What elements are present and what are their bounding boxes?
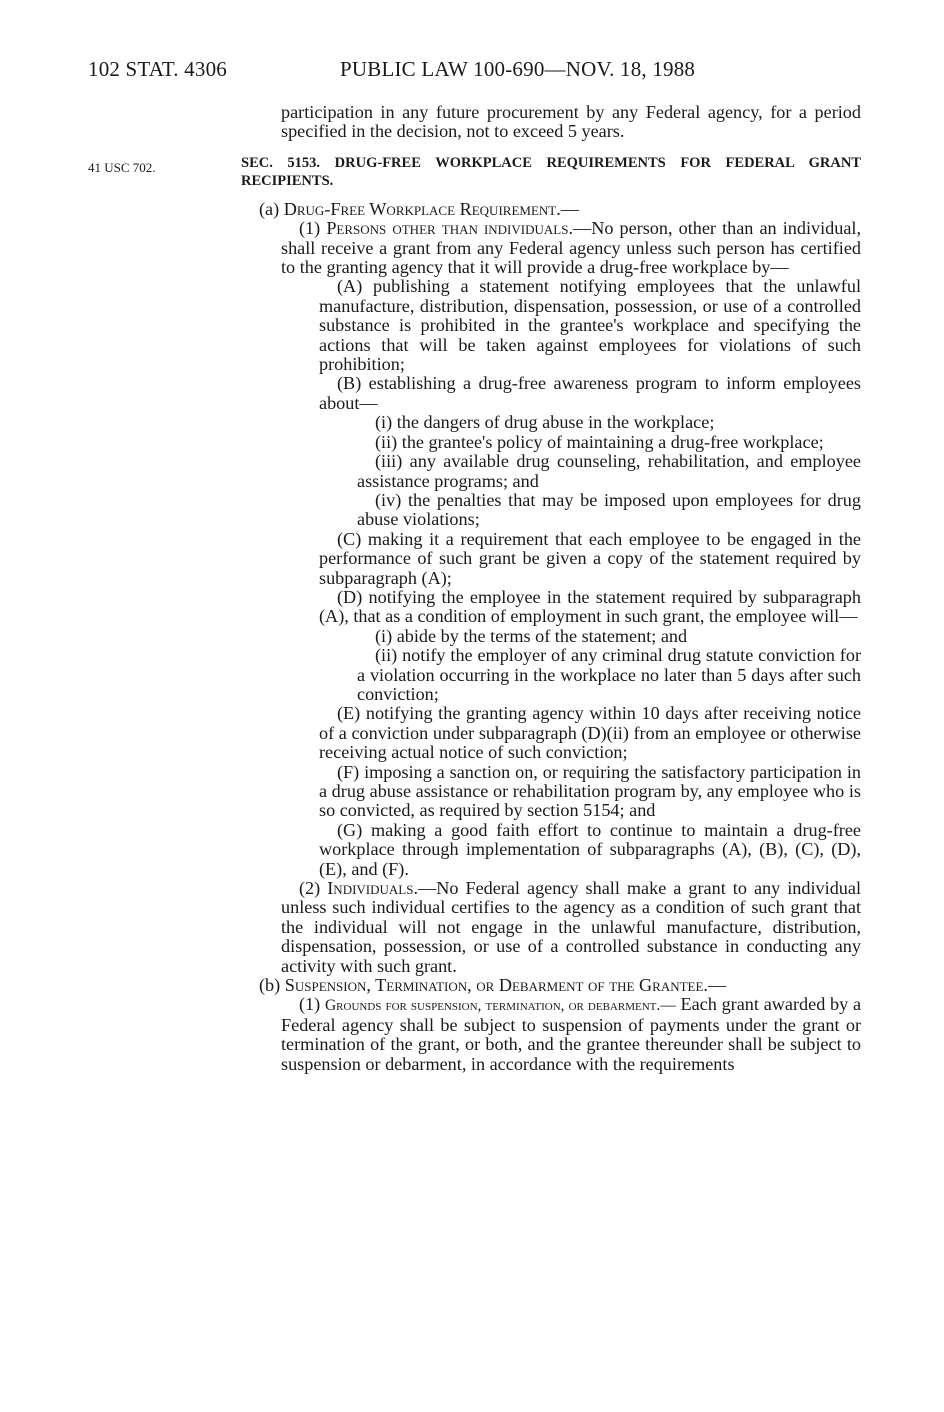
subparagraph-F: (F) imposing a sanction on, or requiring the satisfactory participation in a drug abuse assistance or rehabilitation program by, any employee who is so convicted, as required by section 5154; and: [319, 761, 861, 821]
paragraph-a1-label: (1): [299, 218, 321, 239]
subsection-b-heading: Suspension, Termination, or Debarment of the Grantee.—: [284, 975, 727, 996]
subparagraph-G: (G) making a good faith effort to continue to maintain a drug-free workplace through implementation of subparagraphs (A), (B), (C), (D), (E), and (F).: [319, 819, 861, 879]
section-heading: [241, 154, 861, 190]
paragraph-b1-heading: Grounds for suspension, termination, or debarment.—: [324, 997, 676, 1015]
paragraph-a2-text: —No Federal agency shall make a grant to any individual unless such individual certifies to the agency as a condition of such grant that the individual will not engage in the unlawful manufacture, distribution, dispensation, possession, or use of a controlled substance in conducting any activity with such grant.: [281, 878, 862, 976]
paragraph-continuation: participation in any future procurement by any Federal agency, for a period specified in the decision, not to exceed 5 years.: [281, 102, 861, 142]
clause-B-i: (i) the dangers of drug abuse in the workplace;: [375, 412, 715, 433]
margin-citation: 41 USC 702.: [88, 160, 156, 175]
section-number: SEC. 5153.: [241, 154, 321, 171]
clause-B-iv: (iv) the penalties that may be imposed upon employees for drug abuse violations;: [357, 489, 861, 530]
clause-B-iii: (iii) any available drug counseling, rehabilitation, and employee assistance programs; and: [357, 451, 861, 491]
page-number-header: 102 STAT. 4306: [88, 57, 227, 81]
paragraph-a1-text: —No person, other than an individual, shall receive a grant from any Federal agency unless such person has certified to the granting agency that it will provide a drug-free workplace by—: [281, 218, 862, 278]
paragraph-a2-heading: Individuals.: [327, 878, 419, 899]
subsection-a-label: (a): [259, 198, 280, 219]
paragraph-a2-label: (2): [299, 878, 321, 899]
subsection-b: [259, 976, 861, 995]
clause-D-i: (i) abide by the terms of the statement; and: [375, 625, 688, 646]
subsection-a: [259, 200, 861, 219]
subparagraph-D: (D) notifying the employee in the statement required by subparagraph (A), that as a condition of employment in such grant, the employee will—: [319, 586, 861, 627]
paragraph-b1-text: Each grant awarded by a Federal agency shall be subject to suspension of payments under the grant or termination of the grant, or both, and the grantee thereunder shall be subject to suspension or debarment, in accordance with the requirements: [281, 994, 862, 1074]
clause-D-ii: (ii) notify the employer of any criminal drug statute conviction for a violation occurring in the workplace no later than 5 days after such conviction;: [357, 645, 861, 704]
document-body: [241, 102, 862, 1074]
subsection-a-heading: Drug-Free Workplace Requirement.—: [283, 198, 579, 219]
subparagraph-C: (C) making it a requirement that each employee to be engaged in the performance of such grant be given a copy of the statement required by subparagraph (A);: [319, 528, 861, 588]
paragraph-b1: [281, 995, 861, 1074]
section-title: DRUG-FREE WORKPLACE REQUIREMENTS FOR FEDERAL GRANT RECIPIENTS.: [241, 154, 861, 189]
paragraph-a2: [281, 879, 861, 976]
subparagraph-A: (A) publishing a statement notifying employees that the unlawful manufacture, distribution, dispensation, possession, or use of a controlled substance is prohibited in the grantee's workplace and specifying the actions that will be taken against employees for violations of such prohibition;: [319, 276, 861, 375]
paragraph-b1-label: (1): [299, 994, 321, 1015]
subsection-b-label: (b): [259, 975, 281, 996]
paragraph-a1-heading: Persons other than individuals.: [326, 218, 573, 239]
paragraph-a1: [281, 219, 861, 277]
clause-B-ii: (ii) the grantee's policy of maintaining a drug-free workplace;: [375, 431, 824, 452]
running-header: PUBLIC LAW 100-690—NOV. 18, 1988: [340, 57, 696, 81]
subparagraph-E: (E) notifying the granting agency within 10 days after receiving notice of a conviction under subparagraph (D)(ii) from an employee or otherwise receiving actual notice of such conviction;: [319, 703, 861, 763]
subparagraph-B: (B) establishing a drug-free awareness program to inform employees about—: [319, 373, 861, 413]
